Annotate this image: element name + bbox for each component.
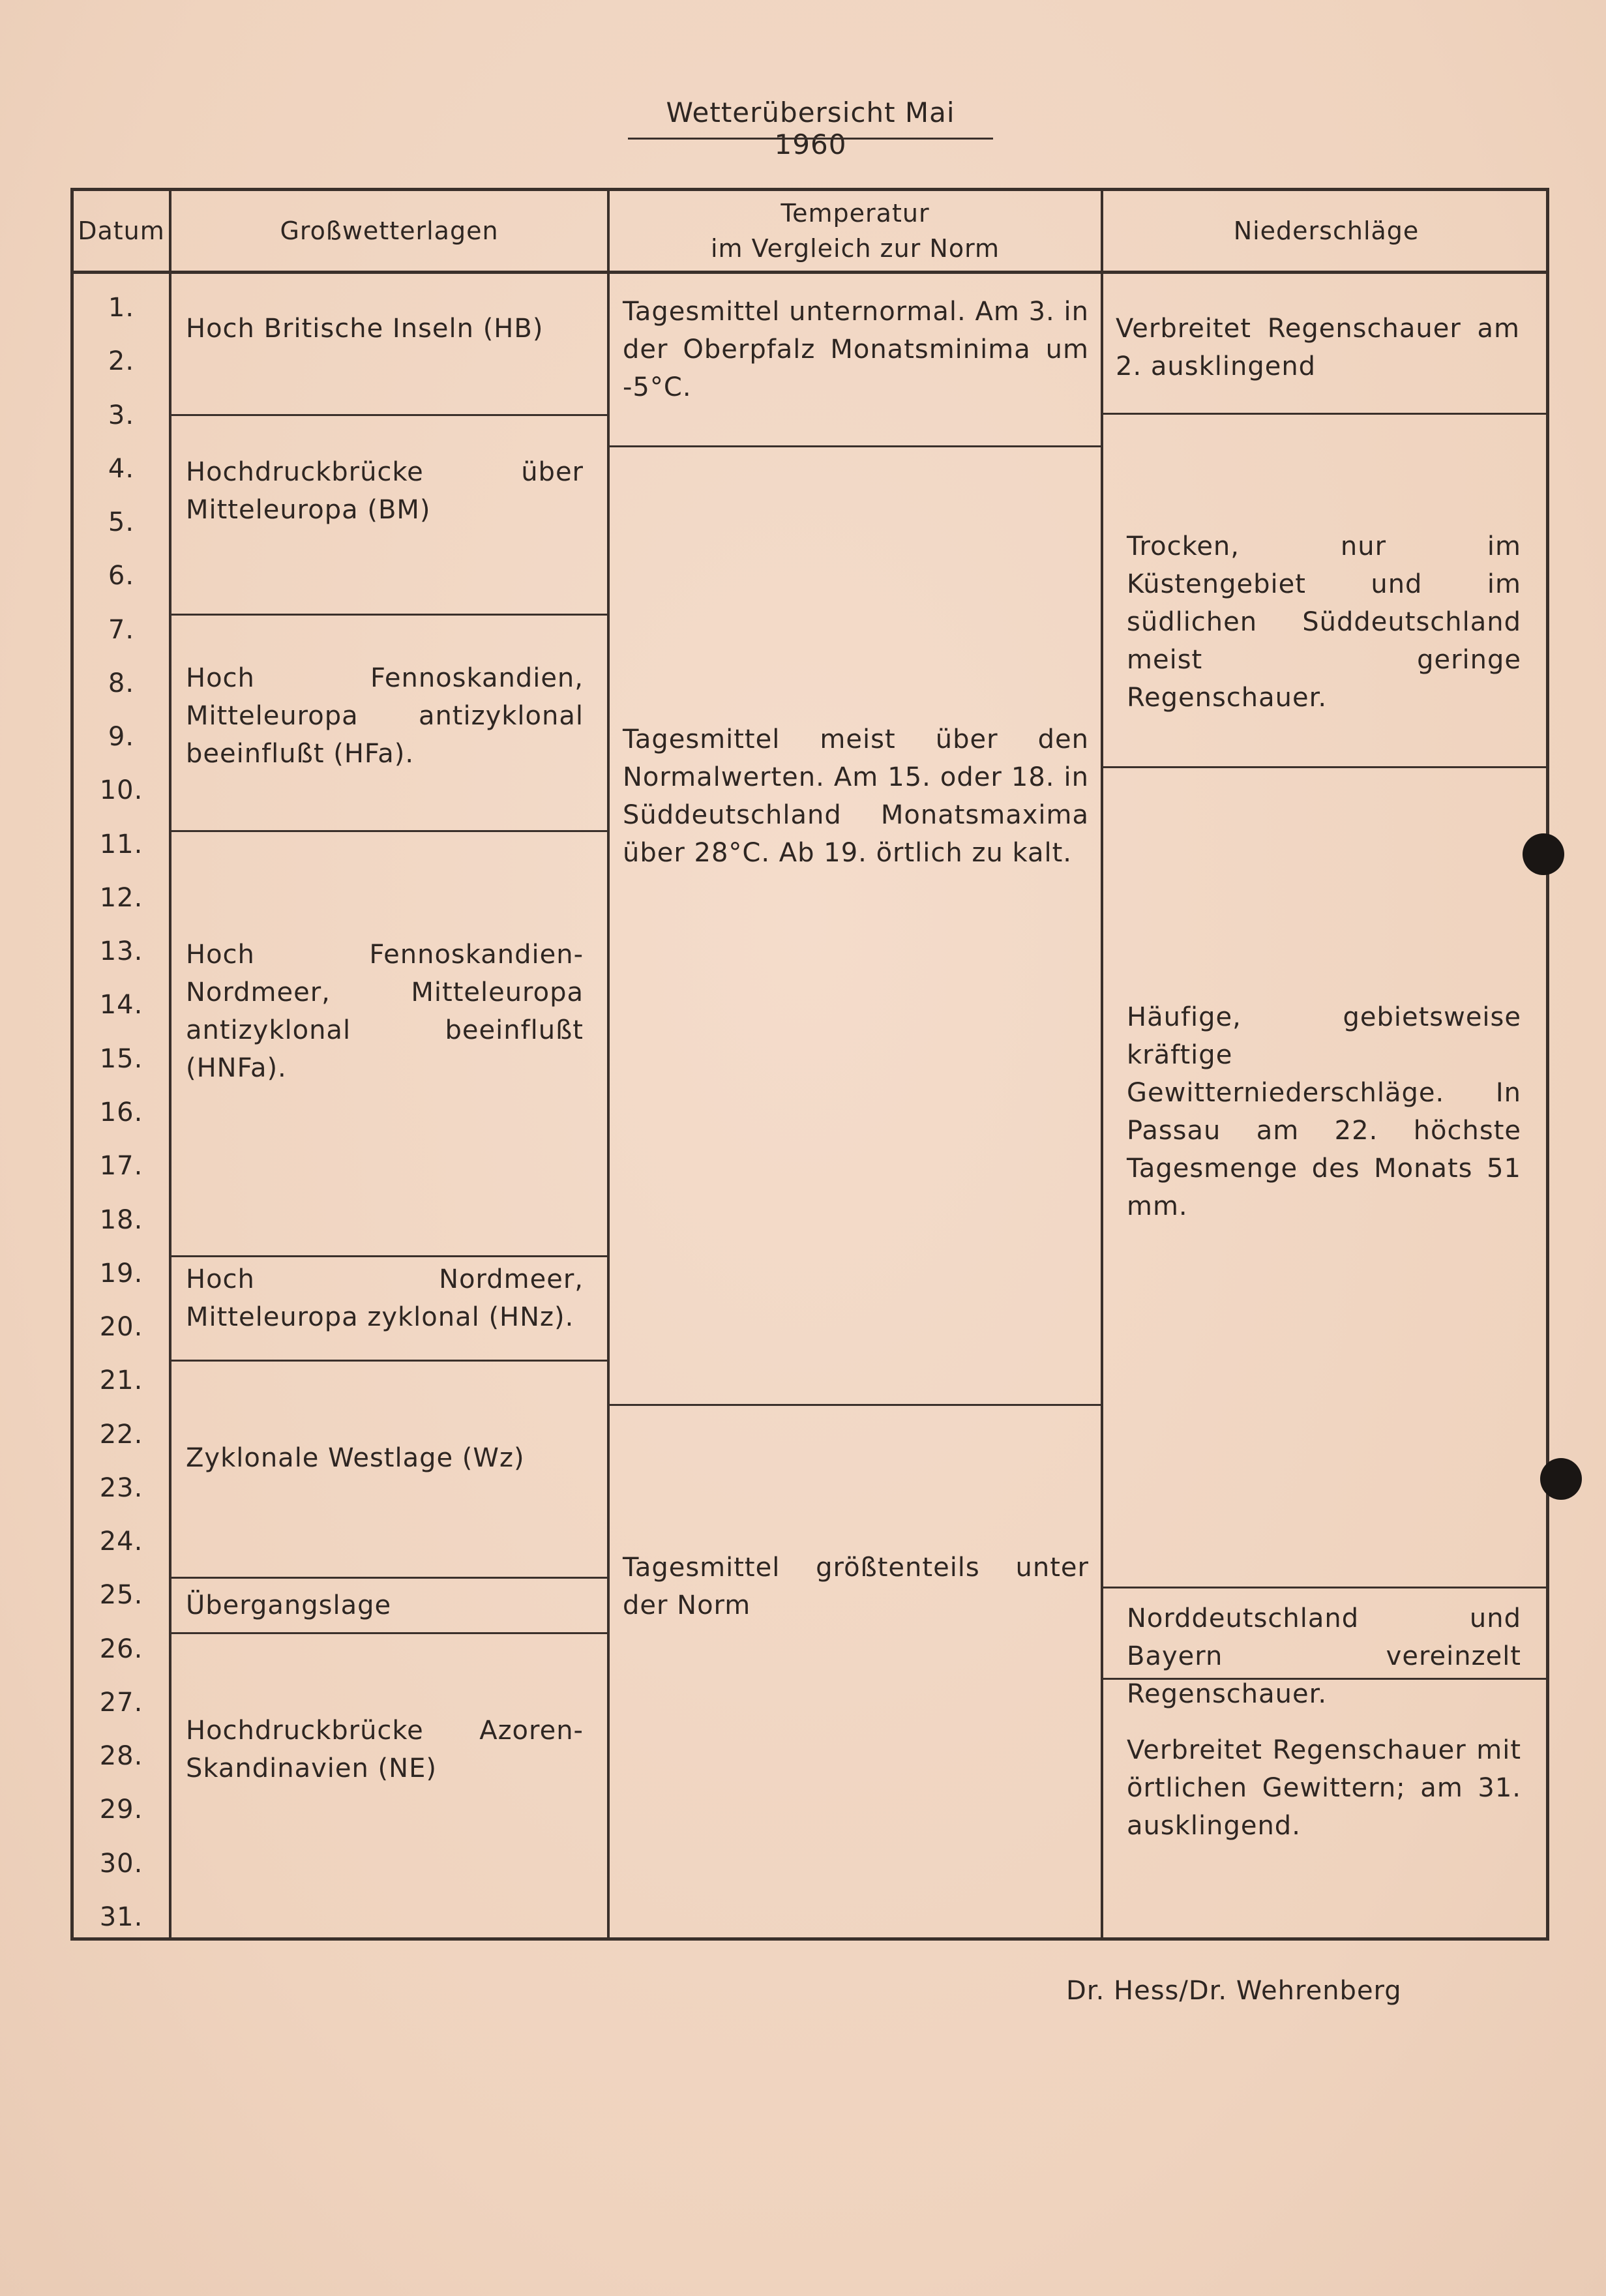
header-temperatur (610, 191, 1101, 271)
row-separator (169, 614, 607, 616)
temperatur-cell: Tagesmittel unternormal. Am 3. in der Oberpfalz Monatsminima um -5°C. (623, 297, 1089, 402)
date-label: 8. (108, 668, 135, 698)
row-separator (169, 414, 607, 416)
date-label: 22. (99, 1420, 143, 1450)
niederschlag-cell: Trocken, nur im Küstengebiet und im südlichen Süddeutschland meist geringe Regenschauer. (1127, 531, 1521, 713)
weather-table (70, 188, 1549, 1941)
grosswetterlage-cell: Hoch Fennoskandien-Nordmeer, Mitteleuropa antizyklonal beeinflußt (HNFa). (186, 940, 584, 1083)
grosswetterlage-cell: Hoch Britische Inseln (HB) (186, 314, 544, 344)
grosswetterlage-cell: Hoch Fennoskandien, Mitteleuropa antizyklonal beeinflußt (HFa). (186, 663, 584, 769)
date-label: 18. (99, 1205, 143, 1235)
date-label: 6. (108, 561, 135, 591)
niederschlag-cell: Häufige, gebietsweise kräftige Gewitterniederschläge. In Passau am 22. höchste Tagesmenge des Monats 51 mm. (1127, 1002, 1521, 1221)
date-label: 14. (99, 990, 143, 1020)
row-separator (1101, 1587, 1546, 1588)
date-label: 2. (108, 346, 135, 376)
date-label: 7. (108, 615, 135, 645)
column-divider (169, 191, 171, 1937)
niederschlag-cell: Norddeutschland und Bayern vereinzelt Regenschauer. (1127, 1603, 1521, 1709)
date-label: 9. (108, 722, 135, 752)
date-label: 29. (99, 1795, 143, 1825)
date-label: 10. (99, 775, 143, 805)
row-separator (607, 1404, 1101, 1406)
header-grosswetterlagen: Großwetterlagen (280, 216, 499, 245)
row-separator (169, 1255, 607, 1257)
temperatur-cell: Tagesmittel meist über den Normalwerten. Am 15. oder 18. in Süddeutschland Monatsmaxima über 28°C. Ab 19. örtlich zu kalt. (623, 724, 1089, 868)
grosswetterlage-cell: Hochdruckbrücke über Mitteleuropa (BM) (186, 457, 584, 525)
temperatur-cell: Tagesmittel größtenteils unter der Norm (623, 1553, 1089, 1620)
column-divider (607, 191, 610, 1937)
column-divider (1101, 191, 1103, 1937)
grosswetterlage-cell: Hochdruckbrücke Azoren-Skandinavien (NE) (186, 1716, 584, 1783)
date-label: 25. (99, 1580, 143, 1610)
date-label: 30. (99, 1849, 143, 1879)
date-label: 12. (99, 883, 143, 913)
date-label: 16. (99, 1097, 143, 1127)
row-separator (169, 1360, 607, 1362)
date-label: 1. (108, 293, 135, 323)
title-underline (628, 138, 993, 140)
date-label: 26. (99, 1634, 143, 1664)
date-label: 13. (99, 936, 143, 966)
grosswetterlage-cell: Zyklonale Westlage (Wz) (186, 1443, 525, 1473)
page-title: Wetterübersicht Mai 1960 (666, 97, 955, 160)
punch-hole (1540, 1458, 1582, 1500)
date-label: 27. (99, 1688, 143, 1718)
date-label: 20. (99, 1312, 143, 1342)
signature-line: Dr. Hess/Dr. Wehrenberg (1066, 1976, 1402, 2006)
date-label: 23. (99, 1473, 143, 1503)
niederschlag-cell: Verbreitet Regenschauer mit örtlichen Gewittern; am 31. ausklingend. (1127, 1735, 1521, 1841)
row-separator (169, 1632, 607, 1634)
date-label: 3. (108, 400, 135, 430)
niederschlag-cell: Verbreitet Regenschauer am 2. ausklingend (1116, 314, 1520, 381)
date-label: 15. (99, 1044, 143, 1074)
grosswetterlage-cell: Übergangslage (186, 1590, 392, 1620)
date-label: 17. (99, 1151, 143, 1181)
date-label: 19. (99, 1259, 143, 1289)
header-niederschlaege: Niederschläge (1233, 216, 1420, 245)
punch-hole (1523, 833, 1564, 875)
row-separator (607, 445, 1101, 447)
date-label: 21. (99, 1365, 143, 1395)
date-label: 5. (108, 507, 135, 537)
date-label: 24. (99, 1527, 143, 1557)
header-datum: Datum (78, 216, 165, 245)
grosswetterlage-cell: Hoch Nordmeer, Mitteleuropa zyklonal (HNz). (186, 1264, 584, 1332)
header-temperatur-line1: Temperatur (781, 199, 930, 228)
date-label: 4. (108, 454, 135, 484)
row-separator (1101, 413, 1546, 415)
date-label: 11. (99, 829, 143, 859)
row-separator (169, 830, 607, 832)
row-separator (1101, 766, 1546, 768)
row-separator (169, 1577, 607, 1579)
header-separator (74, 271, 1546, 274)
header-temperatur-line2: im Vergleich zur Norm (710, 234, 1000, 263)
date-label: 31. (99, 1902, 143, 1932)
date-label: 28. (99, 1741, 143, 1771)
